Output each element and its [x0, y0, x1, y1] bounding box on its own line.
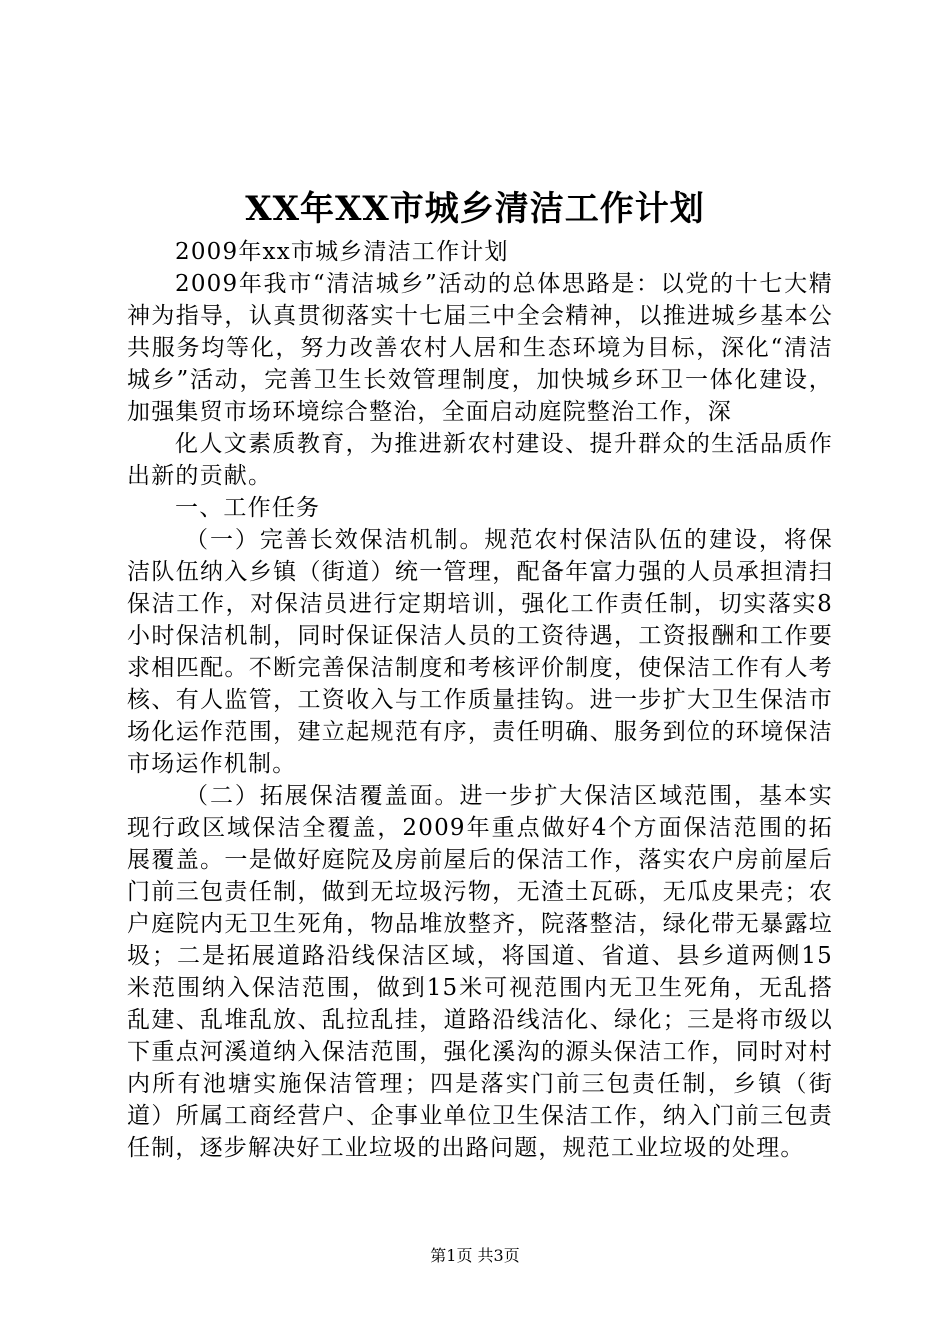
page-footer: 第1页 共3页 [430, 1246, 520, 1265]
document-title: XX年XX市城乡清洁工作计划 [245, 189, 705, 229]
paragraph-overview: 2009年我市“清洁城乡”活动的总体思路是：以党的十七大精神为指导，认真贯彻落实十七届三中全会精神，以推进城乡基本公共服务均等化，努力改善农村人居和生态环境为目标，深化“清洁城乡”活动，完善卫生长效管理制度，加快城乡环卫一体化建设，加强集贸市场环境综合整治，全面启动庭院整治工作，深 [127, 271, 833, 425]
document-body [127, 236, 833, 1164]
paragraph-subtitle: 2009年xx市城乡清洁工作计划 [175, 239, 509, 265]
section-heading-tasks: 一、工作任务 [175, 495, 321, 521]
paragraph-overview-continued: 化人文素质教育，为推进新农村建设、提升群众的生活品质作出新的贡献。 [127, 431, 833, 489]
paragraph-task-two: （二）拓展保洁覆盖面。进一步扩大保洁区域范围，基本实现行政区域保洁全覆盖，2009年重点做好4个方面保洁范围的拓展覆盖。一是做好庭院及房前屋后的保洁工作，落实农户房前屋后门前三包责任制，做到无垃圾污物，无渣土瓦砾，无瓜皮果壳；农户庭院内无卫生死角，物品堆放整齐，院落整洁，绿化带无暴露垃圾；二是拓展道路沿线保洁区域，将国道、省道、县乡道两侧15米范围纳入保洁范围，做到15米可视范围内无卫生死角，无乱搭乱建、乱堆乱放、乱拉乱挂，道路沿线洁化、绿化；三是将市级以下重点河溪道纳入保洁范围，强化溪沟的源头保洁工作，同时对村内所有池塘实施保洁管理；四是落实门前三包责任制，乡镇（街道）所属工商经营户、企事业单位卫生保洁工作，纳入门前三包责任制，逐步解决好工业垃圾的出路问题，规范工业垃圾的处理。 [127, 783, 833, 1161]
paragraph-task-one: （一）完善长效保洁机制。规范农村保洁队伍的建设，将保洁队伍纳入乡镇（街道）统一管理，配备年富力强的人员承担清扫保洁工作，对保洁员进行定期培训，强化工作责任制，切实落实8小时保洁机制，同时保证保洁人员的工资待遇，工资报酬和工作要求相匹配。不断完善保洁制度和考核评价制度，使保洁工作有人考核、有人监管，工资收入与工作质量挂钩。进一步扩大卫生保洁市场化运作范围，建立起规范有序，责任明确、服务到位的环境保洁市场运作机制。 [127, 527, 833, 777]
